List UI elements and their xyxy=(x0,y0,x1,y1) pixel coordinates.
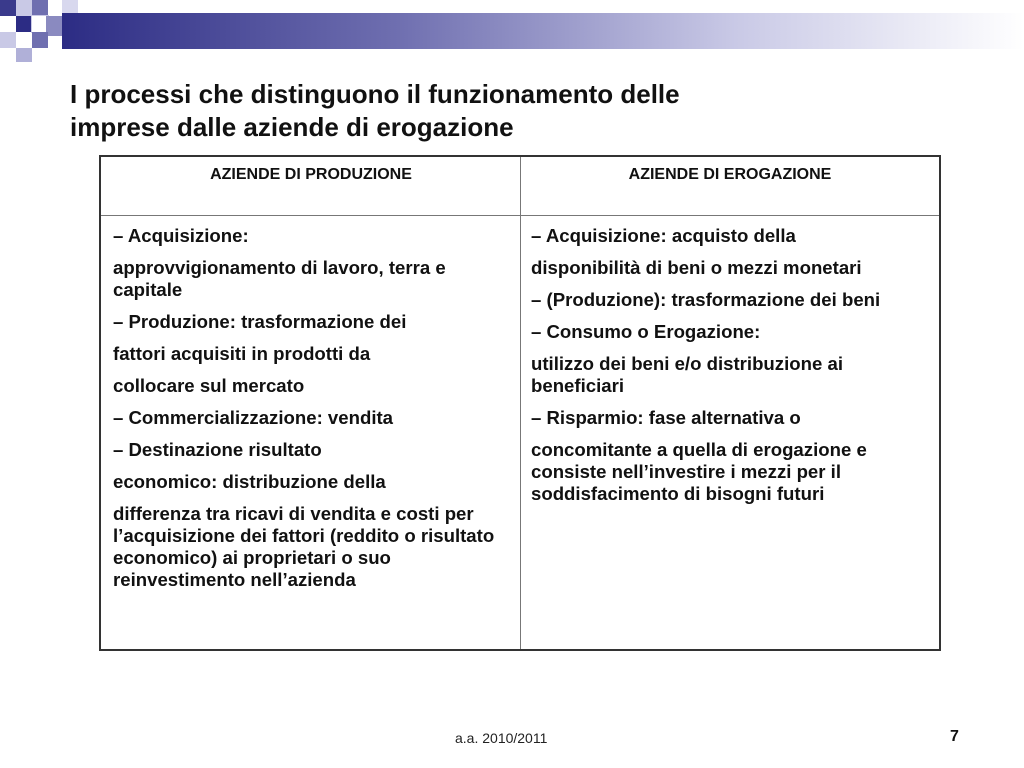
list-item: approvvigionamento di lavoro, terra e capitale xyxy=(113,257,446,300)
column-header-produzione: AZIENDE DI PRODUZIONE xyxy=(101,157,521,216)
deco-square xyxy=(16,16,32,32)
deco-square xyxy=(32,0,48,16)
list-item: fattori acquisiti in prodotti da xyxy=(113,343,371,364)
list-item: – Destinazione risultato xyxy=(113,439,322,460)
deco-square xyxy=(62,0,78,13)
deco-square xyxy=(16,48,32,62)
list-item: – (Produzione): trasformazione dei beni xyxy=(531,289,881,310)
list-item: – Produzione: trasformazione dei xyxy=(113,311,407,332)
slide-title: I processi che distinguono il funzionamento delle imprese dalle aziende di erogazione xyxy=(70,79,680,142)
list-item: concomitante a quella di erogazione e consiste nell’investire i mezzi per il soddisfacimento di bisogni futuri xyxy=(531,439,867,504)
list-item: utilizzo dei beni e/o distribuzione ai beneficiari xyxy=(531,353,843,396)
list-item: – Risparmio: fase alternativa o xyxy=(531,407,801,428)
column-header-erogazione: AZIENDE DI EROGAZIONE xyxy=(521,157,939,216)
comparison-table xyxy=(99,155,941,651)
list-item: economico: distribuzione della xyxy=(113,471,386,492)
column-divider xyxy=(520,157,521,649)
header-banner xyxy=(62,13,1024,49)
list-item: – Acquisizione: xyxy=(113,225,249,246)
produzione-cell xyxy=(113,225,513,591)
footer-academic-year: a.a. 2010/2011 xyxy=(455,730,548,746)
deco-square xyxy=(46,16,62,36)
list-item: collocare sul mercato xyxy=(113,375,305,396)
list-item: – Commercializzazione: vendita xyxy=(113,407,394,428)
list-item: – Consumo o Erogazione: xyxy=(531,321,761,342)
page-number: 7 xyxy=(950,728,959,745)
list-item: differenza tra ricavi di vendita e costi per l’acquisizione dei fattori (reddito o risultato economico) ai proprietari o suo reinvestimento nell’azienda xyxy=(113,503,495,590)
list-item: disponibilità di beni o mezzi monetari xyxy=(531,257,862,278)
deco-square xyxy=(0,32,16,48)
erogazione-cell xyxy=(531,225,931,505)
deco-square xyxy=(32,32,48,48)
deco-square xyxy=(0,0,16,16)
deco-square xyxy=(16,0,32,16)
list-item: – Acquisizione: acquisto della xyxy=(531,225,796,246)
